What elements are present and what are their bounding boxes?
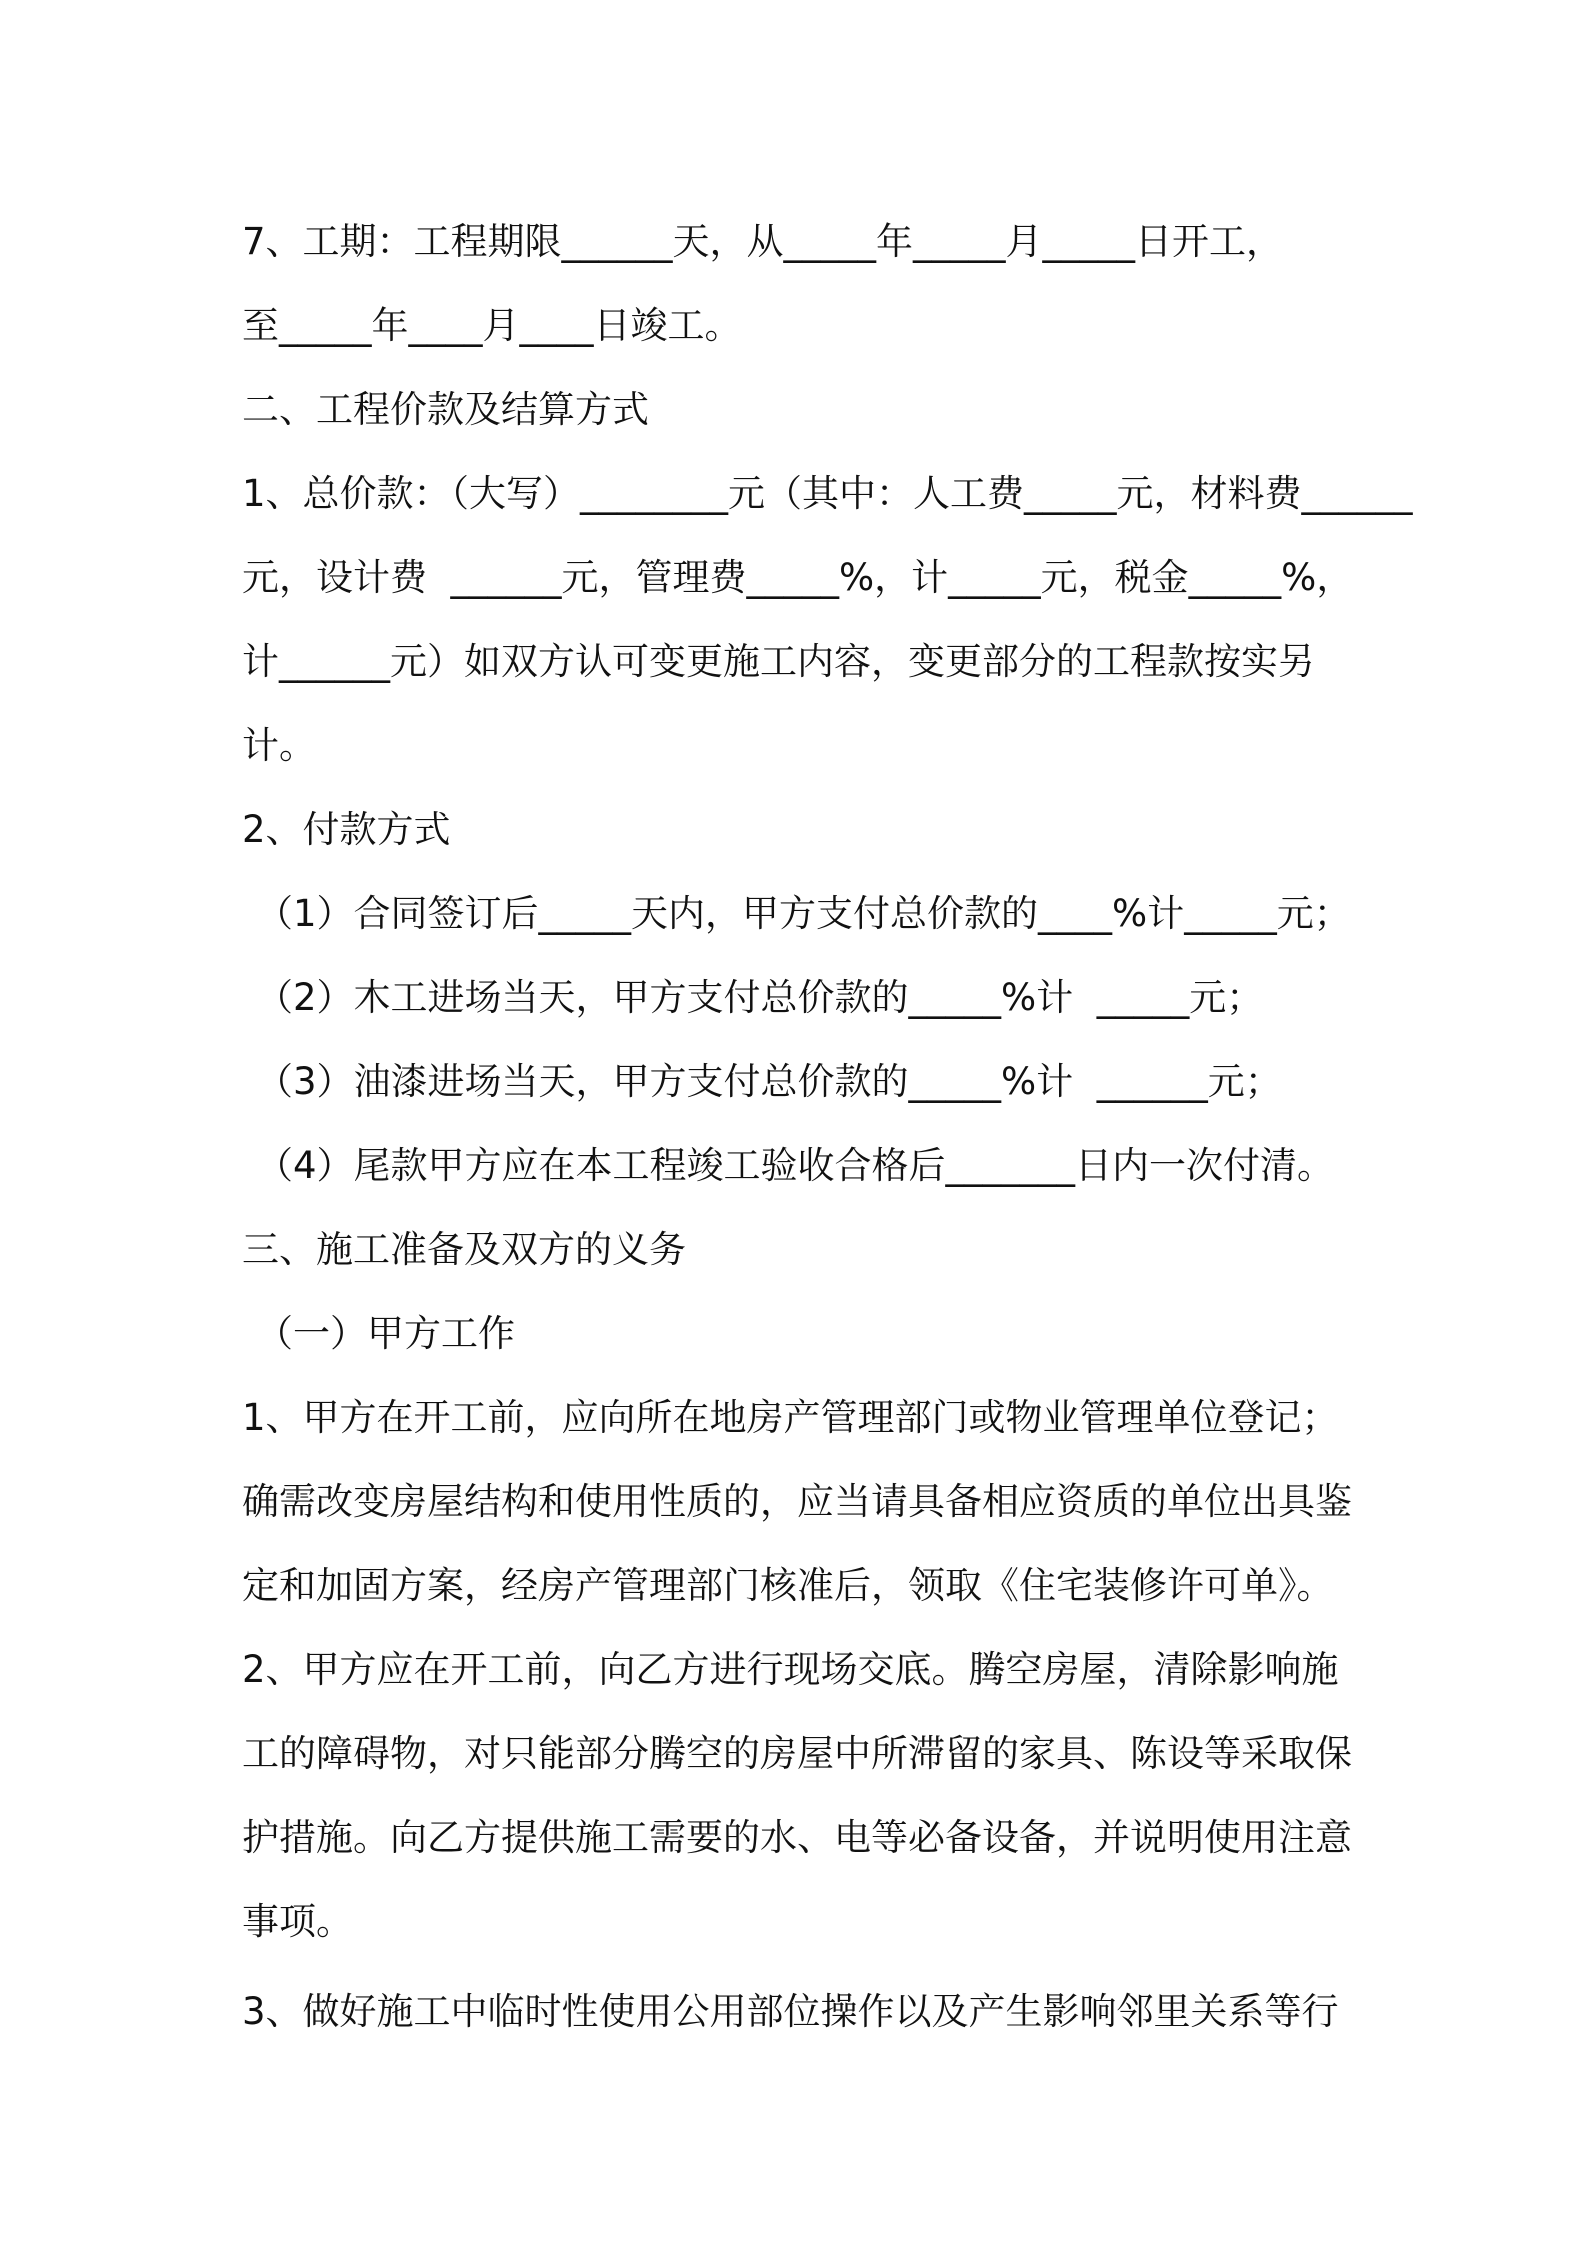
clause-total-price-cont-2: 计______元）如双方认可变更施工内容，变更部分的工程款按实另 (242, 640, 1315, 683)
party-a-duty-2-cont-2: 护措施。向乙方提供施工需要的水、电等必备设备，并说明使用注意 (242, 1816, 1352, 1859)
payment-item-2: （2）木工进场当天，甲方支付总价款的_____%计 _____元； (256, 976, 1264, 1019)
clause-total-price-cont-3: 计。 (242, 724, 316, 767)
payment-item-4: （4）尾款甲方应在本工程竣工验收合格后_______日内一次付清。 (256, 1144, 1335, 1187)
document-body (242, 200, 1413, 2054)
party-a-duty-1-cont-1: 确需改变房屋结构和使用性质的，应当请具备相应资质的单位出具鉴 (242, 1480, 1352, 1523)
subsection-party-a-heading: （一）甲方工作 (256, 1312, 515, 1355)
payment-item-1: （1）合同签订后_____天内，甲方支付总价款的____%计_____元； (256, 892, 1351, 935)
clause-7-completion-date: 至_____年____月____日竣工。 (242, 304, 742, 347)
party-a-duty-1: 1、甲方在开工前，应向所在地房产管理部门或物业管理单位登记； (242, 1396, 1339, 1439)
party-a-duty-3: 3、做好施工中临时性使用公用部位操作以及产生影响邻里关系等行 (242, 1990, 1339, 2033)
clause-payment-method-heading: 2、付款方式 (242, 808, 451, 851)
clause-7-construction-period: 7、工期：工程期限______天，从_____年_____月_____日开工， (242, 220, 1284, 263)
party-a-duty-2-cont-1: 工的障碍物，对只能部分腾空的房屋中所滞留的家具、陈设等采取保 (242, 1732, 1352, 1775)
party-a-duty-2: 2、甲方应在开工前，向乙方进行现场交底。腾空房屋，清除影响施 (242, 1648, 1339, 1691)
payment-item-3: （3）油漆进场当天，甲方支付总价款的_____%计 ______元； (256, 1060, 1282, 1103)
clause-total-price-cont-1: 元，设计费 ______元，管理费_____%，计_____元，税金_____%， (242, 556, 1354, 599)
party-a-duty-2-cont-3: 事项。 (242, 1900, 353, 1943)
party-a-duty-1-cont-2: 定和加固方案，经房产管理部门核准后，领取《住宅装修许可单》。 (242, 1564, 1334, 1607)
clause-total-price: 1、总价款：（大写）________元（其中：人工费_____元，材料费______ (242, 472, 1413, 515)
section-3-heading: 三、施工准备及双方的义务 (242, 1228, 686, 1271)
section-2-heading: 二、工程价款及结算方式 (242, 388, 649, 431)
